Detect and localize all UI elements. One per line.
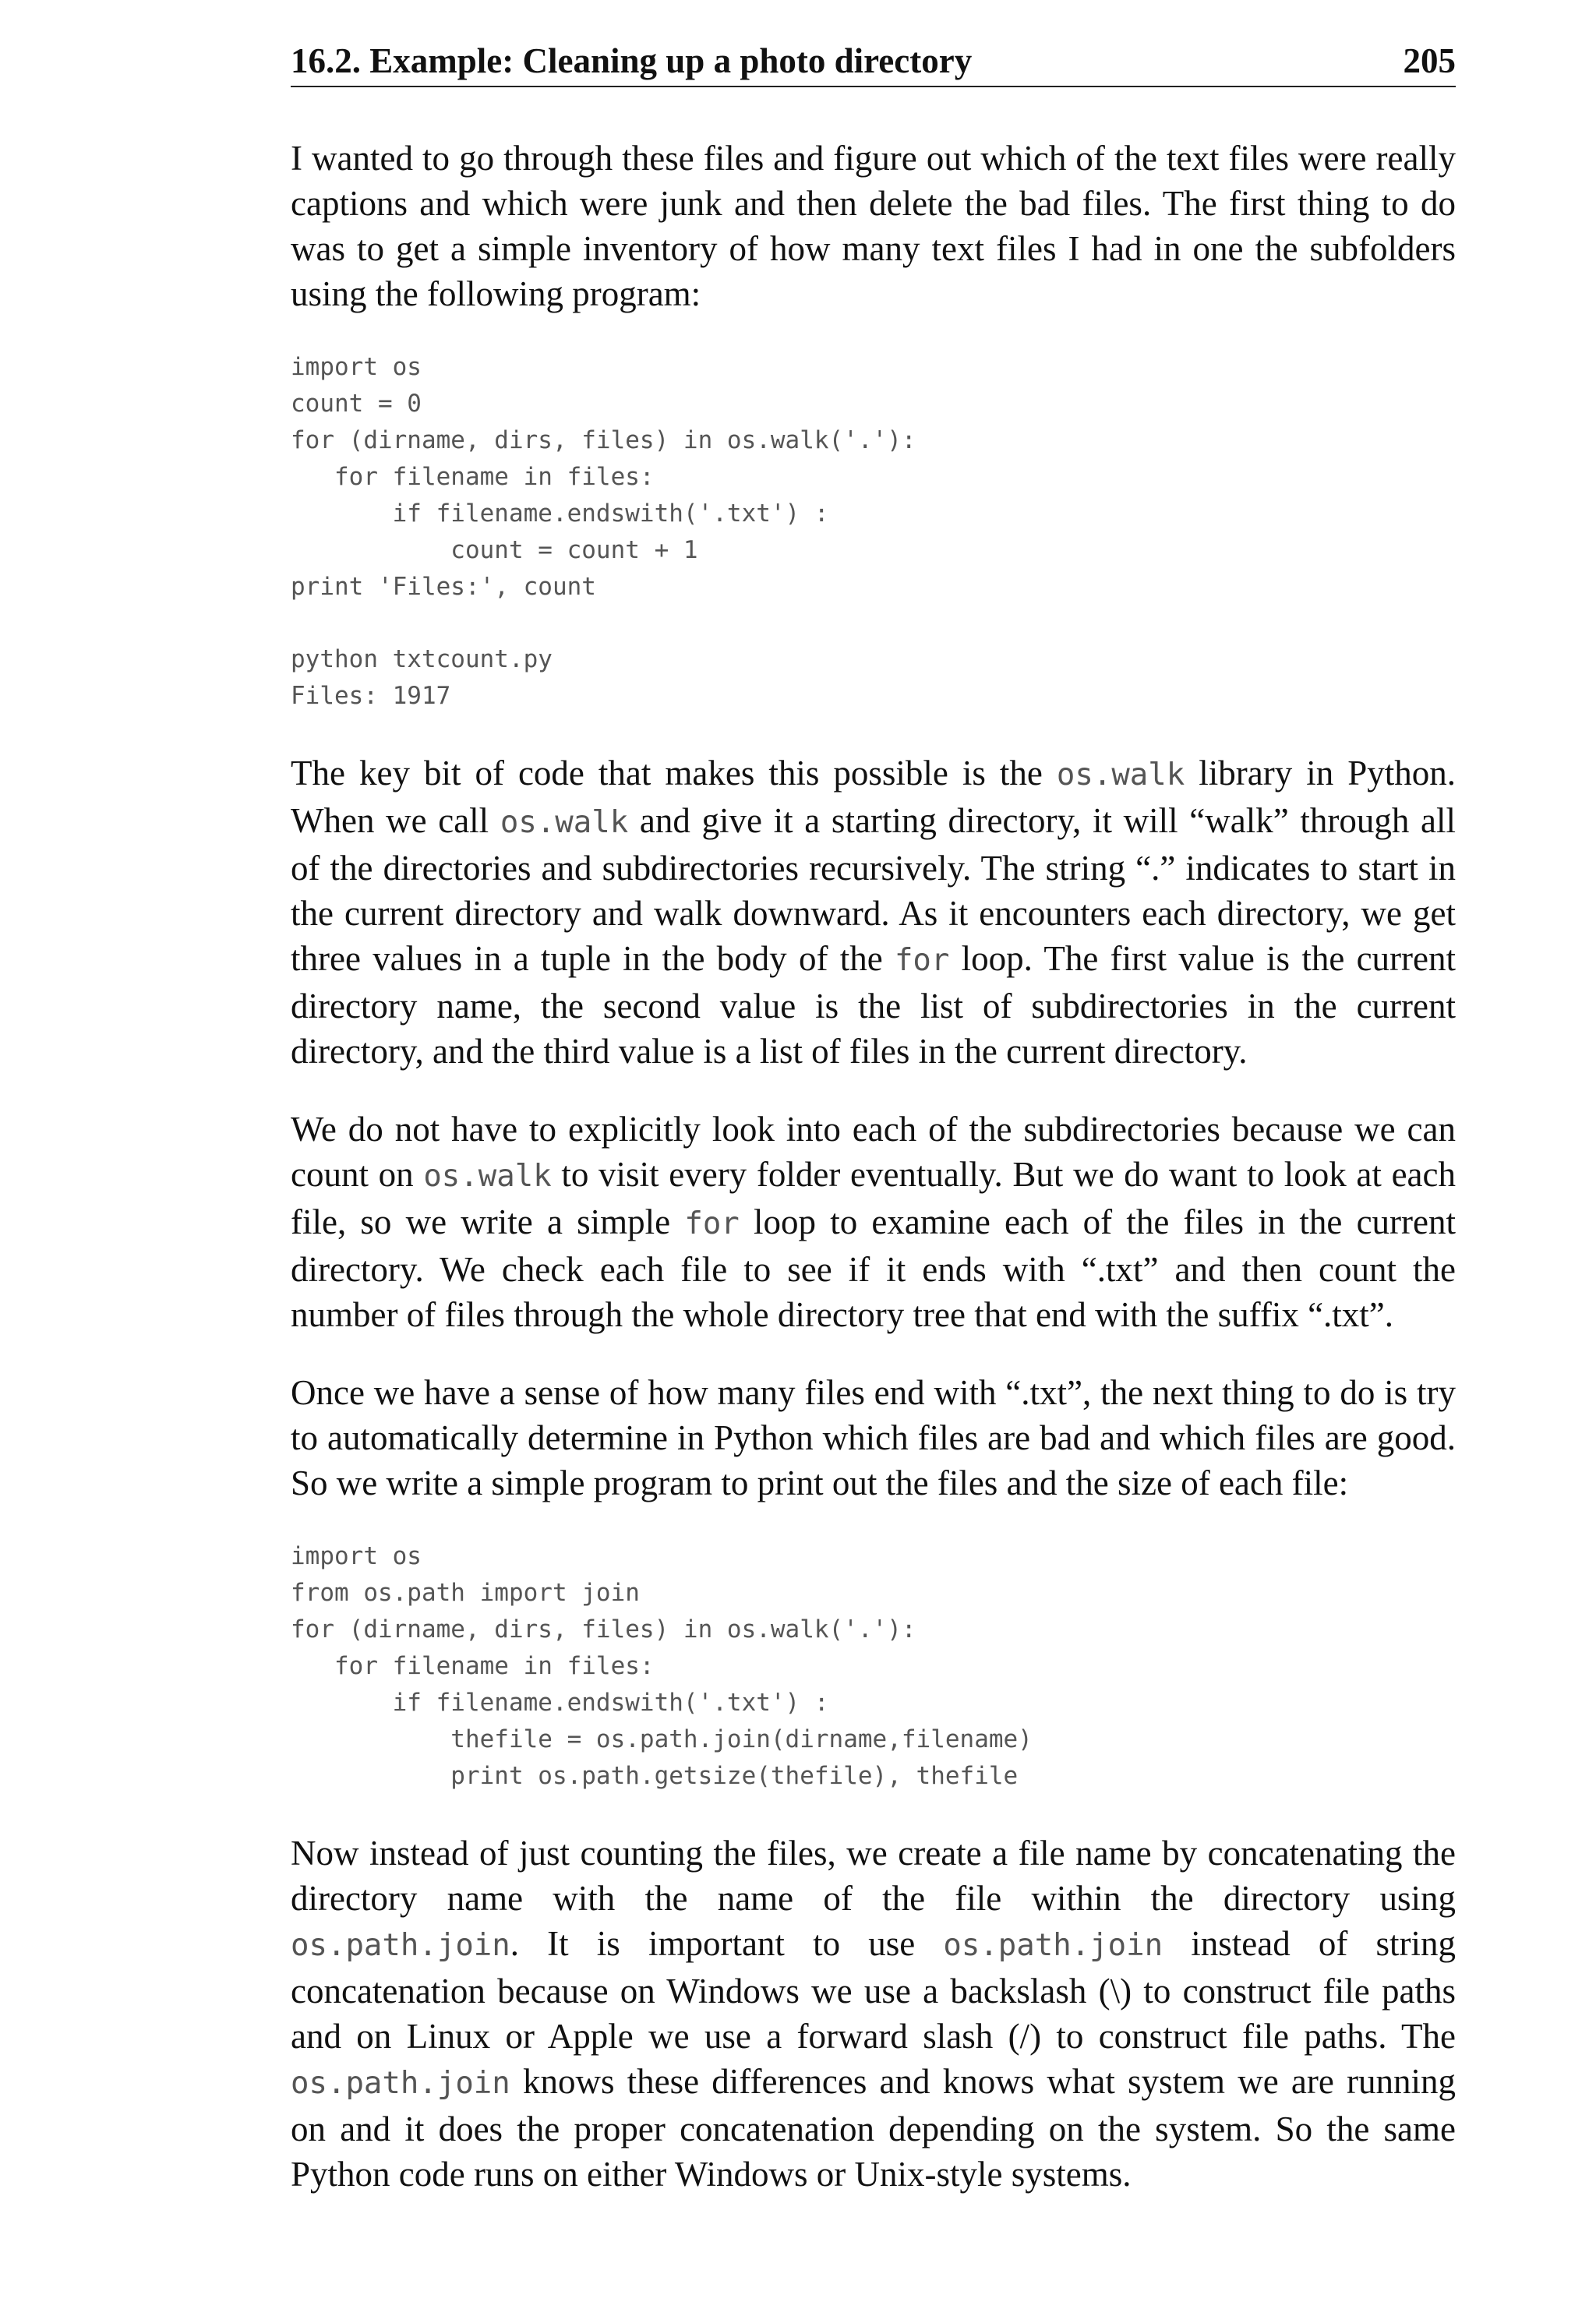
inline-code: for [684,1206,740,1241]
text-run: knows these differences and knows what system we are running on and it does the proper concatenation depending on the system. So the same Python code runs on either Windows or Unix-style systems. [291,2062,1456,2194]
section-title: 16.2. Example: Cleaning up a photo directory [291,41,973,80]
text-run: . It is important to use [510,1924,944,1963]
text-run: Now instead of just counting the files, we create a file name by concatenating the directory name with the name of the file within the directory using [291,1834,1456,1918]
terminal-output [291,641,1456,715]
code-listing-txtcount [291,349,1456,605]
code-listing-filesize [291,1538,1456,1795]
code-text: import os from os.path import join for (dirname, dirs, files) in os.walk('.'): for filename in files: if filename.endswith('.txt') : thefile = os.path.join(dirname,filename) print os.path.getsize(thefile), thefile [291,1542,1033,1790]
text-run: loop. The first value is the current directory name, the second value is the list of subdirectories in the current directory, and the third value is a list of files in the current directory. [291,939,1456,1071]
paragraph-subdirectories [291,1107,1456,1337]
text-run: instead of string concatenation because on Windows we use a backslash (\) to construct file paths and on Linux or Apple we use a forward slash (/) to construct file paths. The [291,1924,1456,2056]
paragraph-file-sizes: Once we have a sense of how many files end with “.txt”, the next thing to do is try to automatically determine in Python which files are bad and which files are good. So we write a simple program to print out the files and the size of each file: [291,1373,1456,1502]
page-number: 205 [1403,41,1456,80]
paragraph-os-walk [291,750,1456,1074]
book-page [291,37,1456,2197]
inline-code: os.path.join [291,1928,510,1963]
text-run: and give it a starting directory, it will “walk” through all of the directories and subdirectories recursively. The string “.” indicates to start in the current directory and walk downward. As it encounters each directory, we get three values in a tuple in the body of the [291,801,1456,978]
inline-code: os.path.join [291,2066,510,2101]
inline-code: for [894,943,950,978]
text-run: library in Python. When we call [291,754,1456,840]
inline-code: os.path.join [943,1928,1163,1963]
text-run: We do not have to explicitly look into each of the subdirectories because we can count on [291,1110,1456,1194]
inline-code: os.walk [423,1159,552,1194]
code-text: import os count = 0 for (dirname, dirs, files) in os.walk('.'): for filename in files: if filename.endswith('.txt') : count = count + 1 print 'Files:', count [291,353,916,601]
inline-code: os.walk [1056,757,1185,793]
terminal-text: python txtcount.py Files: 1917 [291,645,553,710]
text-run: to visit every folder eventually. But we do want to look at each file, so we write a simple [291,1155,1456,1241]
text-run: loop to examine each of the files in the current directory. We check each file to see if it ends with “.txt” and then count the number of files through the whole directory tree that end with the suffix “.txt”. [291,1202,1457,1334]
paragraph-intro: I wanted to go through these files and figure out which of the text files were really captions and which were junk and then delete the bad files. The first thing to do was to get a simple inventory of how many text files I had in one the subfolders using the following program: [291,139,1456,313]
paragraph-path-join [291,1831,1456,2197]
running-header [291,37,1456,87]
text-run: The key bit of code that makes this possible is the [291,754,1057,793]
inline-code: os.walk [500,805,629,840]
